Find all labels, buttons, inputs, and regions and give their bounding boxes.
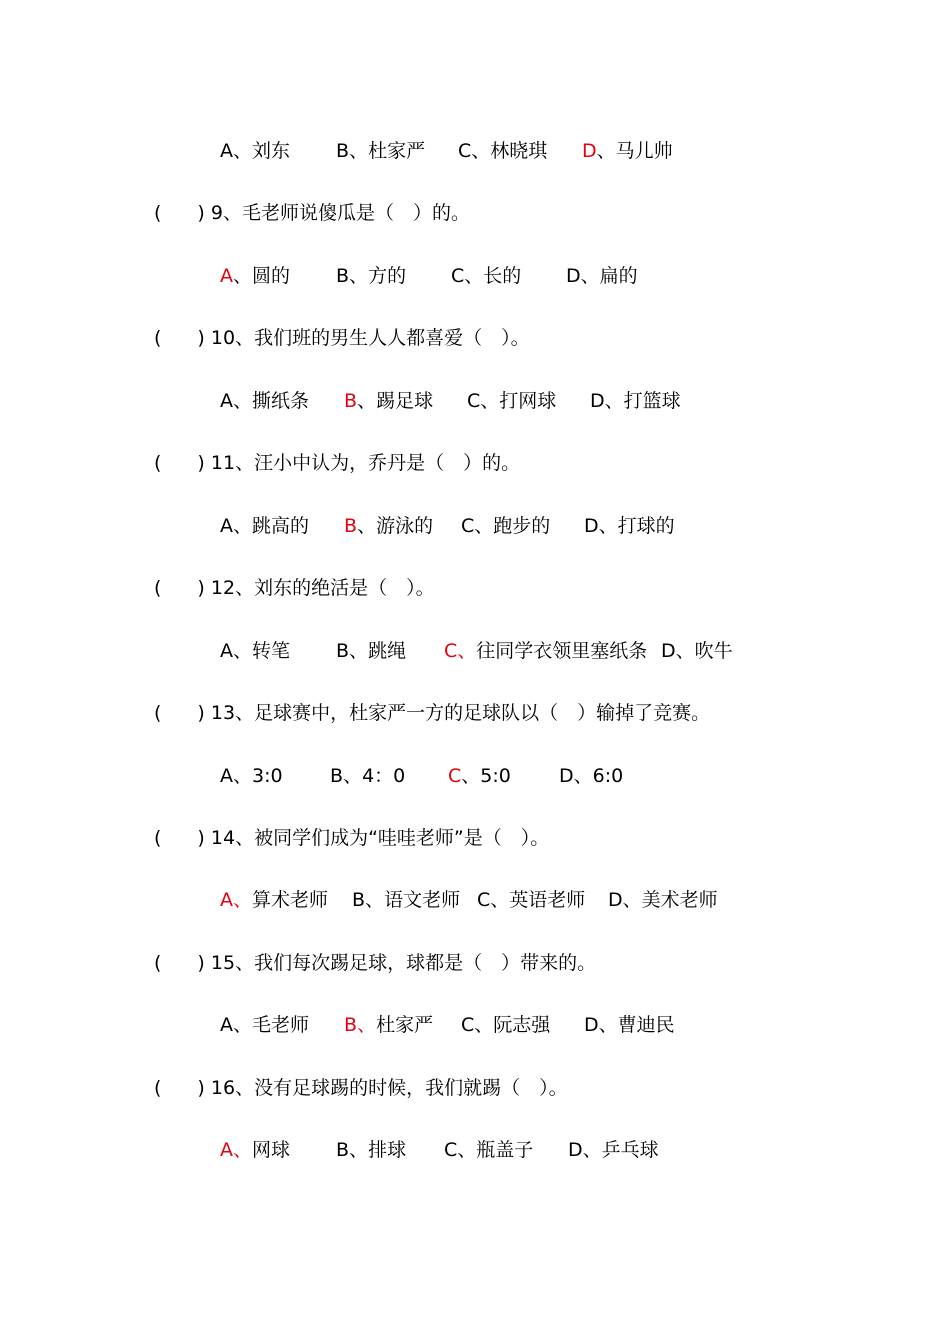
option-b [336,1137,406,1163]
answer-paren-close: ) [197,702,205,724]
option-c [444,638,647,664]
question-text: 11、汪小中认为，乔丹是（ ）的。 [210,452,521,474]
option-separator: 、 [343,765,363,787]
answer-paren-open: ( [154,702,162,724]
option-a [220,638,290,664]
question-line [154,575,435,601]
question-text: 13、足球赛中，杜家严一方的足球队以（ ）输掉了竞赛。 [210,702,711,724]
option-letter: D [590,390,605,412]
option-b [344,513,433,539]
option-separator: 、 [604,390,624,412]
option-letter: C [467,390,481,412]
option-a [220,263,290,289]
option-d [584,1012,675,1038]
option-letter: C [461,1014,475,1036]
option-text: 网球 [252,1139,291,1161]
option-b [352,887,460,913]
option-separator: 、 [480,390,500,412]
option-text: 跳绳 [368,640,407,662]
option-text: 踢足球 [376,390,434,412]
option-text: 跑步的 [493,515,551,537]
option-separator: 、 [598,515,618,537]
answer-paren-open: ( [154,827,162,849]
option-separator: 、 [349,140,369,162]
option-separator: 、 [349,265,369,287]
option-d [661,638,733,664]
option-text: 瓶盖子 [476,1139,534,1161]
question-line [154,700,710,726]
option-letter: C [451,265,465,287]
option-letter: B [344,1014,358,1036]
question-line [154,450,520,476]
option-text: 林晓琪 [490,140,548,162]
option-separator: 、 [349,640,369,662]
option-separator: 、 [457,1139,477,1161]
option-a [220,513,309,539]
option-letter: A [220,889,233,911]
option-separator: 、 [573,765,593,787]
option-a [220,887,328,913]
option-letter: A [220,265,233,287]
option-separator: 、 [582,1139,602,1161]
option-text: 往同学衣领里塞纸条 [476,640,648,662]
answer-paren-open: ( [154,202,162,224]
option-text: 方的 [368,265,407,287]
option-separator: 、 [357,515,377,537]
option-separator: 、 [357,1014,377,1036]
question-text: 15、我们每次踢足球，球都是（ ）带来的。 [210,952,597,974]
option-c [458,138,547,164]
option-d [566,263,638,289]
option-separator: 、 [233,889,253,911]
option-letter: B [336,265,350,287]
option-separator: 、 [233,265,253,287]
option-separator: 、 [598,1014,618,1036]
option-letter: A [220,640,233,662]
option-b [336,263,406,289]
option-letter: C [458,140,472,162]
option-c [467,388,556,414]
option-separator: 、 [580,265,600,287]
option-letter: D [559,765,574,787]
option-c [444,1137,533,1163]
option-text: 转笔 [252,640,291,662]
option-a [220,1012,309,1038]
question-line [154,950,596,976]
option-letter: C [477,889,491,911]
answer-paren-close: ) [197,577,205,599]
question-text: 16、没有足球踢的时候，我们就踢（ ）。 [210,1077,568,1099]
option-separator: 、 [349,1139,369,1161]
option-letter: D [566,265,581,287]
option-separator: 、 [233,515,253,537]
option-text: 阮志强 [493,1014,551,1036]
option-separator: 、 [474,515,494,537]
answer-paren-close: ) [197,327,205,349]
option-text: 长的 [483,265,522,287]
option-letter: D [584,1014,599,1036]
option-text: 撕纸条 [252,390,310,412]
option-letter: C [461,515,475,537]
answer-paren-open: ( [154,952,162,974]
option-text: 毛老师 [252,1014,310,1036]
option-letter: C [444,640,458,662]
option-separator: 、 [233,640,253,662]
option-letter: B [352,889,366,911]
option-letter: D [661,640,676,662]
option-letter: B [344,390,358,412]
option-text: 跳高的 [252,515,310,537]
option-b [336,638,406,664]
option-b [330,763,405,789]
option-letter: A [220,390,233,412]
option-text: 游泳的 [376,515,434,537]
option-separator: 、 [474,1014,494,1036]
option-d [590,388,681,414]
option-text: 语文老师 [384,889,461,911]
option-letter: A [220,140,233,162]
option-text: 马儿帅 [615,140,673,162]
option-separator: 、 [596,140,616,162]
option-text: 打球的 [617,515,675,537]
option-letter: D [584,515,599,537]
option-d [608,887,718,913]
option-a [220,388,309,414]
option-letter: B [336,640,350,662]
option-separator: 、 [233,1014,253,1036]
option-letter: C [448,765,462,787]
option-separator: 、 [233,1139,253,1161]
option-separator: 、 [622,889,642,911]
option-text: 排球 [368,1139,407,1161]
answer-paren-close: ) [197,1077,205,1099]
answer-paren-open: ( [154,452,162,474]
question-line [154,1075,568,1101]
option-text: 美术老师 [641,889,718,911]
option-d [584,513,675,539]
option-letter: B [336,140,350,162]
option-c [461,1012,550,1038]
option-text: 英语老师 [509,889,586,911]
option-d [568,1137,659,1163]
option-a [220,763,283,789]
option-text: 曹迪民 [617,1014,675,1036]
question-text: 9、毛老师说傻瓜是（ ）的。 [210,202,470,224]
question-line [154,200,470,226]
answer-paren-close: ) [197,202,205,224]
answer-paren-open: ( [154,1077,162,1099]
option-b [336,138,425,164]
option-text: 4：0 [362,765,406,787]
option-text: 乒乓球 [601,1139,659,1161]
question-line [154,325,530,351]
option-text: 算术老师 [252,889,329,911]
option-text: 打网球 [499,390,557,412]
option-d [559,763,623,789]
option-letter: A [220,1139,233,1161]
option-a [220,138,290,164]
option-text: 刘东 [252,140,291,162]
option-separator: 、 [357,390,377,412]
option-text: 杜家严 [376,1014,434,1036]
option-c [448,763,511,789]
option-separator: 、 [457,640,477,662]
option-b [344,1012,433,1038]
option-text: 圆的 [252,265,291,287]
option-separator: 、 [490,889,510,911]
option-c [451,263,521,289]
option-a [220,1137,290,1163]
option-separator: 、 [461,765,481,787]
option-separator: 、 [365,889,385,911]
option-letter: A [220,1014,233,1036]
option-letter: B [336,1139,350,1161]
option-text: 打篮球 [623,390,681,412]
option-d [582,138,673,164]
answer-paren-close: ) [197,452,205,474]
option-letter: B [330,765,344,787]
option-separator: 、 [233,390,253,412]
option-letter: A [220,515,233,537]
question-text: 10、我们班的男生人人都喜爱（ ）。 [210,327,530,349]
option-text: 杜家严 [368,140,426,162]
question-text: 14、被同学们成为“哇哇老师”是（ ）。 [210,827,550,849]
option-b [344,388,433,414]
option-separator: 、 [464,265,484,287]
question-line [154,825,549,851]
answer-paren-close: ) [197,952,205,974]
option-text: 6:0 [592,765,624,787]
answer-paren-open: ( [154,327,162,349]
option-text: 3:0 [252,765,283,787]
option-letter: D [582,140,597,162]
answer-paren-close: ) [197,827,205,849]
option-text: 吹牛 [694,640,733,662]
option-separator: 、 [233,140,253,162]
option-letter: D [608,889,623,911]
option-separator: 、 [675,640,695,662]
question-text: 12、刘东的绝活是（ ）。 [210,577,435,599]
answer-paren-open: ( [154,577,162,599]
option-separator: 、 [233,765,253,787]
option-c [477,887,585,913]
option-separator: 、 [471,140,491,162]
option-text: 5:0 [480,765,511,787]
option-c [461,513,550,539]
option-text: 扁的 [599,265,638,287]
option-letter: C [444,1139,458,1161]
option-letter: B [344,515,358,537]
option-letter: D [568,1139,583,1161]
option-letter: A [220,765,233,787]
